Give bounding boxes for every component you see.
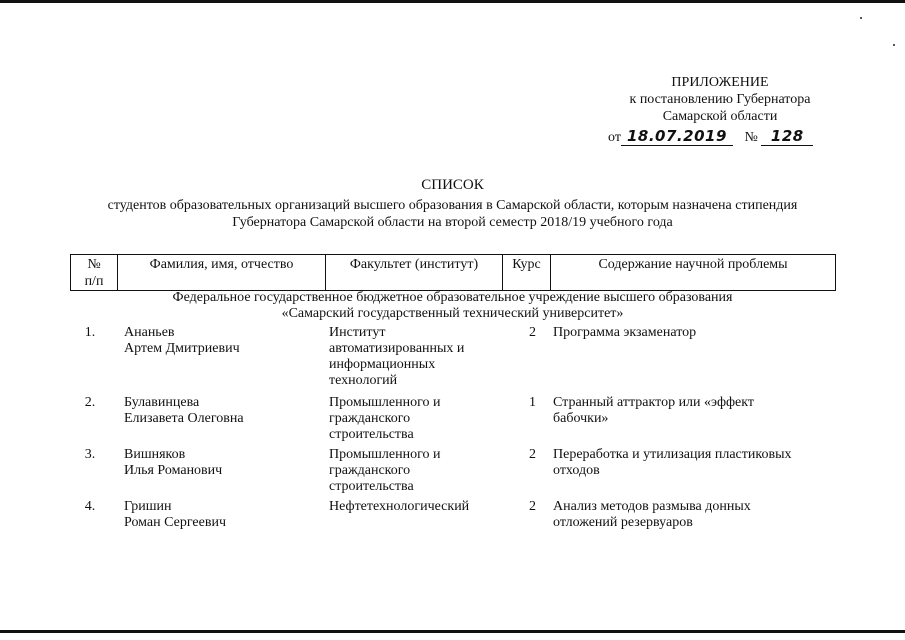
topic-line: Анализ методов размыва донных: [553, 499, 751, 514]
research-topic: [553, 325, 833, 341]
document-title: СПИСОК: [421, 177, 484, 193]
student-faculty: [329, 395, 499, 443]
student-name: [124, 395, 314, 427]
faculty-line: Институт: [329, 325, 386, 340]
handwritten-number: 128: [761, 127, 813, 146]
topic-line: бабочки»: [553, 411, 609, 426]
student-surname: Гришин: [124, 499, 172, 514]
appendix-line: Самарской области: [662, 109, 778, 124]
topic-line: Программа экзаменатор: [553, 325, 697, 340]
topic-line: отложений резервуаров: [553, 515, 693, 530]
header-num-line: п/п: [84, 274, 104, 289]
number-label: №: [744, 130, 758, 145]
student-given-name: Артем Дмитриевич: [124, 341, 240, 356]
student-surname: Булавинцева: [124, 395, 200, 410]
faculty-line: строительства: [329, 427, 414, 442]
student-course: 2: [529, 325, 536, 340]
scan-bottom-border: [0, 630, 905, 633]
faculty-line: Промышленного и: [329, 395, 441, 410]
header-topic: Содержание научной проблемы: [551, 255, 836, 291]
student-given-name: Роман Сергеевич: [124, 515, 226, 530]
organization-line: Федеральное государственное бюджетное образовательное учреждение высшего образования: [172, 290, 733, 305]
student-surname: Вишняков: [124, 447, 186, 462]
student-name: [124, 447, 314, 479]
student-surname: Ананьев: [124, 325, 175, 340]
topic-line: Странный аттрактор или «эффект: [553, 395, 754, 410]
header-course: Курс: [503, 255, 551, 291]
research-topic: [553, 499, 833, 531]
organization-line: «Самарский государственный технический университет»: [281, 306, 624, 321]
appendix-title: ПРИЛОЖЕНИЕ: [671, 75, 769, 90]
faculty-line: гражданского: [329, 411, 411, 426]
student-course: 2: [529, 447, 536, 462]
header-name: Фамилия, имя, отчество: [118, 255, 326, 291]
topic-line: отходов: [553, 463, 600, 478]
row-number: 1.: [84, 325, 96, 340]
faculty-line: строительства: [329, 479, 414, 494]
date-prefix: от: [608, 130, 621, 145]
subtitle-line: студентов образовательных организаций высшего образования в Самарской области, которым назначена стипендия: [107, 198, 798, 213]
document-subtitle: [60, 197, 845, 231]
research-topic: [553, 395, 833, 427]
student-name: [124, 325, 314, 357]
header-faculty: Факультет (институт): [326, 255, 503, 291]
student-given-name: Илья Романович: [124, 463, 223, 478]
scan-top-border: [0, 0, 905, 3]
row-number: 3.: [84, 447, 96, 462]
row-number: 4.: [84, 499, 96, 514]
header-num-line: №: [87, 257, 101, 272]
faculty-line: технологий: [329, 373, 398, 388]
appendix-block: [600, 74, 840, 125]
student-course: 2: [529, 499, 536, 514]
faculty-line: гражданского: [329, 463, 411, 478]
student-name: [124, 499, 314, 531]
student-faculty: [329, 447, 499, 495]
organization-name: [70, 290, 835, 322]
handwritten-date: 18.07.2019: [621, 127, 733, 146]
student-given-name: Елизавета Олеговна: [124, 411, 244, 426]
student-faculty: [329, 499, 499, 515]
row-number: 2.: [84, 395, 96, 410]
faculty-line: Промышленного и: [329, 447, 441, 462]
header-num: [71, 255, 118, 291]
student-faculty: [329, 325, 499, 389]
scan-speck: [893, 44, 895, 46]
faculty-line: информационных: [329, 357, 436, 372]
research-topic: [553, 447, 833, 479]
student-course: 1: [529, 395, 536, 410]
topic-line: Переработка и утилизация пластиковых: [553, 447, 792, 462]
subtitle-line: Губернатора Самарской области на второй семестр 2018/19 учебного года: [232, 215, 673, 230]
appendix-line: к постановлению Губернатора: [629, 92, 811, 107]
scan-speck: [860, 17, 862, 19]
faculty-line: Нефтетехнологический: [329, 499, 470, 514]
table-header: [70, 254, 836, 291]
faculty-line: автоматизированных и: [329, 341, 465, 356]
decree-date-number: [608, 127, 838, 147]
